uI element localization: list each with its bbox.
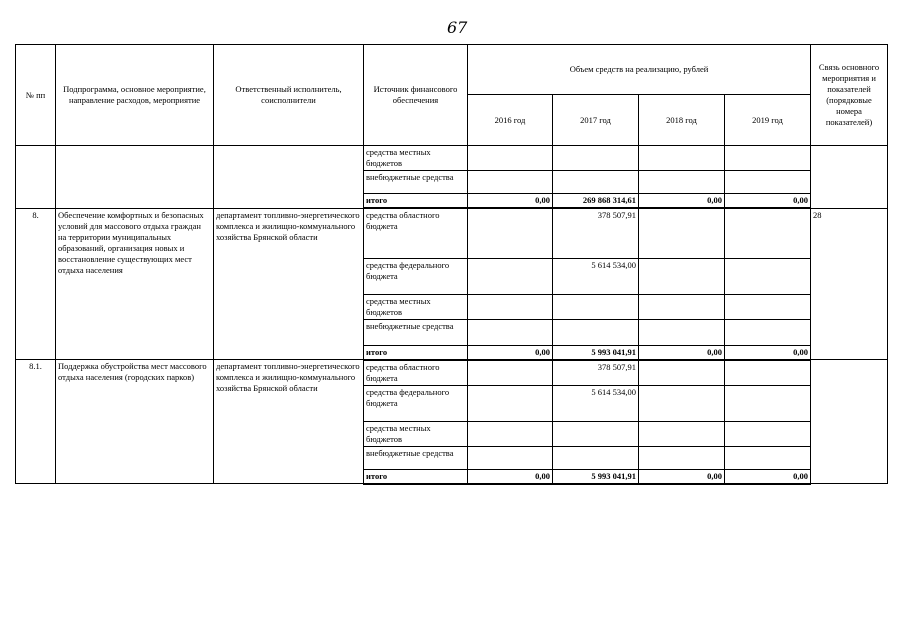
value-federal-2017: 5 614 534,00: [553, 258, 639, 294]
budget-table: [15, 44, 888, 485]
total-2019: 0,00: [725, 345, 811, 360]
header-subprogram: Подпрограмма, основное мероприятие, направление расходов, мероприятие: [56, 45, 214, 146]
header-year-2016: 2016 год: [468, 95, 553, 146]
source-total: итого: [364, 345, 468, 360]
total-2016: 0,00: [468, 194, 553, 209]
header-num: № пп: [16, 45, 56, 146]
row-title: Обеспечение комфортных и безопасных условий для массового отдыха граждан на территории муниципальных образований, организация новых и восстановление существующих мест отдыха населения: [56, 208, 214, 360]
source-regional: средства областного бюджета: [364, 208, 468, 258]
header-link: Связь основного мероприятия и показателей (порядковые номера показателей): [811, 45, 888, 146]
header-source: Источник финансового обеспечения: [364, 45, 468, 146]
source-total: итого: [364, 469, 468, 484]
source-extra: внебюджетные средства: [364, 446, 468, 469]
row-responsible: департамент топливно-энергетического комплекса и жилищно-коммунального хозяйства Брянской области: [214, 208, 364, 360]
source-regional: средства областного бюджета: [364, 360, 468, 386]
total-2017: 5 993 041,91: [553, 469, 639, 484]
table-row: [16, 208, 888, 258]
row-responsible: департамент топливно-энергетического комплекса и жилищно-коммунального хозяйства Брянской области: [214, 360, 364, 484]
header-year-2018: 2018 год: [639, 95, 725, 146]
value-regional-2017: 378 507,91: [553, 208, 639, 258]
source-total: итого: [364, 194, 468, 209]
header-year-2017: 2017 год: [553, 95, 639, 146]
row-link: 28: [811, 208, 888, 360]
source-local: средства местных бюджетов: [364, 146, 468, 171]
table-row: [16, 146, 888, 171]
row-num: 8.1.: [16, 360, 56, 484]
total-2018: 0,00: [639, 469, 725, 484]
header-volume: Объем средств на реализацию, рублей: [468, 45, 811, 95]
row-title: Поддержка обустройства мест массового отдыха населения (городских парков): [56, 360, 214, 484]
value-federal-2017: 5 614 534,00: [553, 385, 639, 421]
source-local: средства местных бюджетов: [364, 421, 468, 446]
source-federal: средства федерального бюджета: [364, 385, 468, 421]
total-2019: 0,00: [725, 194, 811, 209]
total-2016: 0,00: [468, 469, 553, 484]
source-federal: средства федерального бюджета: [364, 258, 468, 294]
total-2018: 0,00: [639, 194, 725, 209]
value-regional-2017: 378 507,91: [553, 360, 639, 386]
header-responsible: Ответственный исполнитель, соисполнители: [214, 45, 364, 146]
total-2018: 0,00: [639, 345, 725, 360]
total-2016: 0,00: [468, 345, 553, 360]
total-2017: 269 868 314,61: [553, 194, 639, 209]
page-number: 67: [447, 18, 468, 37]
row-num: 8.: [16, 208, 56, 360]
source-extra: внебюджетные средства: [364, 171, 468, 194]
header-year-2019: 2019 год: [725, 95, 811, 146]
table-row: [16, 360, 888, 386]
total-2019: 0,00: [725, 469, 811, 484]
total-2017: 5 993 041,91: [553, 345, 639, 360]
source-extra: внебюджетные средства: [364, 319, 468, 345]
source-local: средства местных бюджетов: [364, 294, 468, 319]
